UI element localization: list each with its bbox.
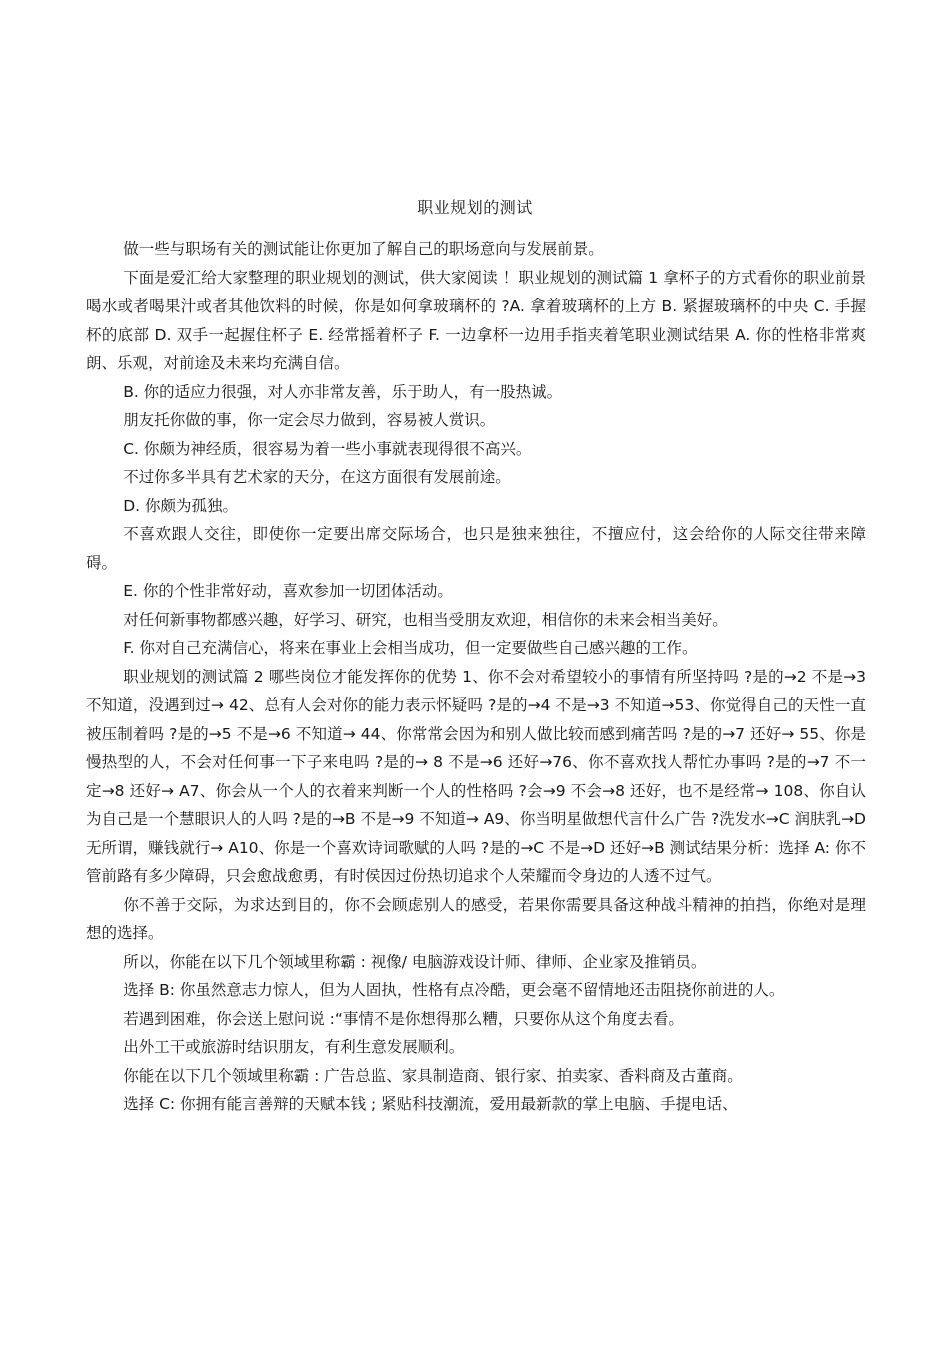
- paragraph: F. 你对自己充满信心，将来在事业上会相当成功，但一定要做些自己感兴趣的工作。: [123, 639, 698, 657]
- document-body: [86, 235, 866, 1119]
- paragraph: 职业规划的测试篇 2 哪些岗位才能发挥你的优势 1、你不会对希望较小的事情有所坚持吗 ?是的→2 不是→3 不知道，没遇到过→ 42、总有人会对你的能力表示怀疑吗 ?是的→4 不是→3 不知道→53、你觉得自己的天性一直被压制着吗 ?是的→5 不是→6 不知道→ 44、你常常会因为和别人做比较而感到痛苦吗 ?是的→7 还好→ 55、你是慢热型的人，不会对任何事一下子来电吗 ?是的→ 8 不是→6 还好→76、你不喜欢找人帮忙办事吗 ?是的→7 不一定→8 还好→ A7、你会从一个人的衣着来判断一个人的性格吗 ?会→9 不会→8 还好，也不是经常→ 108、你自认为自己是一个慧眼识人的人吗 ?是的→B 不是→9 不知道→ A9、你当明星做想代言什么广告 ?洗发水→C 润肤乳→D 无所谓，赚钱就行→ A10、你是一个喜欢诗词歌赋的人吗 ?是的→C 不是→D 还好→B 测试结果分析：选择 A: 你不管前路有多少障碍，只会愈战愈勇，有时侯因过份热切追求个人荣耀而令身边的人透不过气。: [86, 667, 866, 885]
- paragraph: 若遇到困难，你会送上慰问说 :“事情不是你想得那么糟，只要你从这个角度去看。: [123, 1009, 684, 1028]
- paragraph: 做一些与职场有关的测试能让你更加了解自己的职场意向与发展前景。: [123, 240, 604, 258]
- paragraph: 你能在以下几个领域里称霸 : 广告总监、家具制造商、银行家、拍卖家、香料商及古董商。: [123, 1066, 743, 1085]
- paragraph: 选择 B: 你虽然意志力惊人，但为人固执，性格有点冷酷，更会毫不留情地还击阻挠你前进的人。: [123, 981, 785, 999]
- paragraph: 所以，你能在以下几个领域里称霸 : 视像/ 电脑游戏设计师、律师、企业家及推销员。: [123, 952, 707, 971]
- paragraph: 出外工干或旅游时结识朋友，有利生意发展顺利。: [123, 1038, 465, 1056]
- paragraph: 下面是爱汇给大家整理的职业规划的测试，供大家阅读 ！职业规划的测试篇 1 拿杯子的方式看你的职业前景喝水或者喝果汁或者其他饮料的时候，你是如何拿玻璃杯的 ?A. 拿着玻璃杯的上方 B. 紧握玻璃杯的中央 C. 手握杯的底部 D. 双手一起握住杯子 E. 经常摇着杯子 F. 一边拿杯一边用手指夹着笔职业测试结果 A. 你的性格非常爽朗、乐观，对前途及未来均充满自信。: [86, 268, 866, 372]
- paragraph: 对任何新事物都感兴趣，好学习、研究，也相当受朋友欢迎，相信你的未来会相当美好。: [123, 610, 728, 629]
- paragraph: 不喜欢跟人交往，即使你一定要出席交际场合，也只是独来独往，不擅应付，这会给你的人际交往带来障碍。: [86, 525, 866, 572]
- paragraph: 选择 C: 你拥有能言善辩的天赋本钱 ; 紧贴科技潮流，爱用最新款的掌上电脑、手提电话、: [123, 1095, 738, 1113]
- paragraph: E. 你的个性非常好动，喜欢参加一切团体活动。: [123, 582, 453, 600]
- paragraph: D. 你颇为孤独。: [123, 496, 238, 515]
- paragraph: B. 你的适应力很强，对人亦非常友善，乐于助人，有一股热诚。: [123, 382, 563, 401]
- paragraph: 朋友托你做的事，你一定会尽力做到，容易被人赏识。: [123, 411, 496, 429]
- paragraph: 你不善于交际，为求达到目的，你不会顾虑别人的感受，若果你需要具备这种战斗精神的拍挡，你绝对是理想的选择。: [86, 895, 866, 942]
- paragraph: 不过你多半具有艺术家的天分，在这方面很有发展前途。: [123, 468, 511, 486]
- document-title: 职业规划的测试: [417, 198, 533, 217]
- paragraph: C. 你颇为神经质，很容易为着一些小事就表现得很不高兴。: [123, 439, 532, 458]
